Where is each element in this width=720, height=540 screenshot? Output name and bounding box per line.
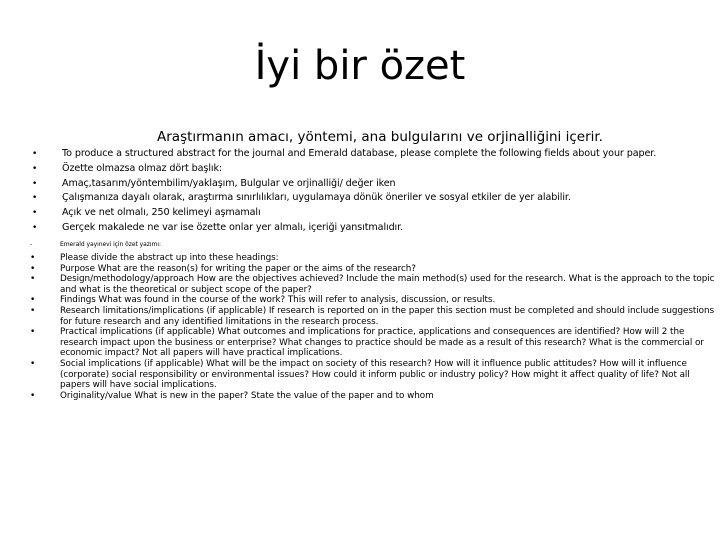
slide-subtitle: Araştırmanın amacı, yöntemi, ana bulgularını ve orjinalliğini içerir. — [157, 129, 603, 145]
bullet-icon: • — [32, 222, 38, 233]
bullet-icon: • — [30, 253, 36, 263]
emerald-abstract-guidelines — [30, 239, 715, 401]
list-item — [32, 177, 656, 192]
turkish-bullet-list — [32, 147, 657, 236]
bullet-icon: • — [32, 208, 38, 219]
bullet-icon: • — [30, 305, 36, 316]
bullet-icon: • — [32, 163, 38, 174]
bullet-icon: • — [32, 178, 38, 189]
bullet-icon: • — [32, 193, 38, 204]
list-item — [32, 191, 656, 206]
list-item-text: Please divide the abstract up into these headings: — [60, 253, 279, 263]
list-note-text: Emerald yayınevi için özet yazımı: — [60, 241, 161, 248]
bullet-icon: • — [30, 390, 36, 401]
list-item-text: Purpose What are the reason(s) for writing the paper or the aims of the research? — [60, 263, 416, 274]
list-item — [30, 327, 715, 359]
list-item-text: Gerçek makalede ne var ise özette onlar yer almalı, içeriği yansıtmalıdır. — [62, 221, 404, 233]
list-note — [30, 239, 715, 250]
list-item — [32, 147, 657, 162]
list-item-text: Açık ve net olmalı, 250 kelimeyi aşmamalı — [62, 207, 261, 219]
list-item-text: To produce a structured abstract for the journal and Emerald database, please complete the following fields about your paper. — [62, 148, 657, 159]
bullet-icon: • — [30, 263, 36, 274]
list-item-text: Social implications (if applicable) What will be the impact on society of this research? How will it influence public attitudes? How will it influence (corporate) social responsibility or environmental issues? How could it inform public or industry policy? How might it affect quality of life? Not all papers will have social implications. — [60, 358, 690, 391]
list-item — [30, 305, 715, 327]
list-item-text: Practical implications (if applicable) What outcomes and implications for practice, applications and consequences are identified? How will 2 the research impact upon the business or enterprise? What changes to practice should be made as a result of this research? What is the commercial or economic impact? Not all papers will have practical implications. — [60, 327, 704, 359]
bullet-icon: • — [30, 295, 36, 306]
list-item-text: Amaç,tasarım/yöntembilim/yaklaşım, Bulgular ve orjinalliği/ değer iken — [62, 177, 396, 189]
dash-icon: - — [30, 241, 33, 248]
bullet-icon: • — [32, 149, 38, 159]
list-item-text: Özette olmazsa olmaz dört başlık: — [62, 162, 223, 174]
list-item — [30, 263, 715, 275]
bullet-icon: • — [30, 274, 36, 285]
list-item-text: Findings What was found in the course of the work? This will refer to analysis, discussion, or results. — [60, 295, 496, 306]
list-item — [30, 295, 715, 306]
list-item — [30, 274, 715, 295]
list-item — [32, 221, 656, 236]
list-item-text: Çalışmanıza dayalı olarak, araştırma sınırlılıkları, uygulamaya dönük öneriler ve sosyal etkiler de yer alabilir. — [62, 192, 571, 204]
list-item-text: Originality/value What is new in the paper? State the value of the paper and to whom — [60, 390, 434, 401]
list-item — [30, 253, 715, 264]
list-item-text: Design/methodology/approach How are the objectives achieved? Include the main method(s) used for the research. What is the approach to the topic and what is the theoretical or subject scope of the paper? — [60, 274, 715, 295]
list-item — [32, 206, 656, 221]
slide-title: İyi bir özet — [254, 43, 466, 89]
list-item — [30, 358, 715, 391]
bullet-icon: • — [30, 358, 36, 369]
list-item — [32, 162, 656, 177]
list-item — [30, 390, 715, 402]
bullet-icon: • — [30, 327, 36, 338]
list-item-text: Research limitations/implications (if applicable) If research is reported on in the paper this section must be completed and should include suggestions for future research and any identified limitations in the research process. — [60, 305, 715, 327]
